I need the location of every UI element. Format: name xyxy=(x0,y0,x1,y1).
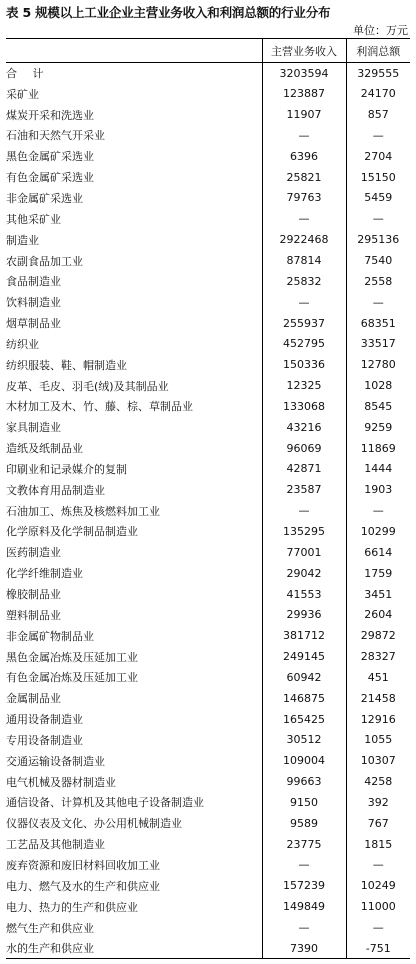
profit-value: — xyxy=(346,292,410,313)
industry-name: 金属制品业 xyxy=(6,692,61,706)
industry-name: 食品制造业 xyxy=(6,275,61,289)
profit-value: 1903 xyxy=(346,479,410,500)
industry-name: 工艺品及其他制造业 xyxy=(6,838,105,852)
industry-name: 医药制造业 xyxy=(6,546,61,560)
revenue-value: 135295 xyxy=(262,521,346,542)
profit-value: 29872 xyxy=(346,625,410,646)
revenue-value: 42871 xyxy=(262,459,346,480)
table-row xyxy=(6,188,410,209)
table-row xyxy=(6,604,410,625)
profit-value: — xyxy=(346,125,410,146)
profit-value: — xyxy=(346,500,410,521)
industry-name: 石油和天然气开采业 xyxy=(6,129,105,143)
header-industry xyxy=(6,39,262,63)
table-row xyxy=(6,459,410,480)
industry-name: 非金属矿物制品业 xyxy=(6,629,94,643)
revenue-value: 29042 xyxy=(262,563,346,584)
revenue-value: 249145 xyxy=(262,646,346,667)
revenue-value: 43216 xyxy=(262,417,346,438)
industry-name: 饮料制造业 xyxy=(6,296,61,310)
profit-value: 295136 xyxy=(346,229,410,250)
revenue-value: 150336 xyxy=(262,354,346,375)
industry-name: 专用设备制造业 xyxy=(6,733,83,747)
profit-value: -751 xyxy=(346,938,410,959)
table-row xyxy=(6,709,410,730)
profit-value: 1444 xyxy=(346,459,410,480)
profit-value: 28327 xyxy=(346,646,410,667)
table-row xyxy=(6,896,410,917)
profit-value: 11000 xyxy=(346,896,410,917)
industry-name: 水的生产和供应业 xyxy=(6,938,262,959)
revenue-value: — xyxy=(262,125,346,146)
industry-name: 烟草制品业 xyxy=(6,317,61,331)
revenue-value: 149849 xyxy=(262,896,346,917)
industry-name: 印刷业和记录媒介的复制 xyxy=(6,462,127,476)
industry-name: 化学纤维制造业 xyxy=(6,567,83,581)
profit-value: 24170 xyxy=(346,83,410,104)
industry-name: 皮革、毛皮、羽毛(绒)及其制品业 xyxy=(6,379,169,393)
table-row xyxy=(6,63,410,84)
revenue-value: 60942 xyxy=(262,667,346,688)
revenue-value: — xyxy=(262,917,346,938)
profit-value: 33517 xyxy=(346,333,410,354)
industry-name: 文教体育用品制造业 xyxy=(6,483,105,497)
table-row xyxy=(6,667,410,688)
revenue-value: 12325 xyxy=(262,375,346,396)
table-row xyxy=(6,584,410,605)
profit-value: 767 xyxy=(346,813,410,834)
table-row xyxy=(6,396,410,417)
table-row xyxy=(6,875,410,896)
table-row xyxy=(6,292,410,313)
revenue-value: 157239 xyxy=(262,875,346,896)
industry-name: 石油加工、炼焦及核燃料加工业 xyxy=(6,504,160,518)
industry-name: 橡胶制品业 xyxy=(6,588,61,602)
revenue-value: 109004 xyxy=(262,750,346,771)
industry-name: 黑色金属冶炼及压延加工业 xyxy=(6,650,138,664)
profit-value: 1028 xyxy=(346,375,410,396)
revenue-value: 146875 xyxy=(262,688,346,709)
industry-name: 制造业 xyxy=(6,233,39,247)
table-row xyxy=(6,250,410,271)
revenue-value: 96069 xyxy=(262,438,346,459)
revenue-value: 30512 xyxy=(262,730,346,751)
revenue-value: 9150 xyxy=(262,792,346,813)
profit-value: 392 xyxy=(346,792,410,813)
industry-name: 合 计 xyxy=(6,67,50,81)
industry-name: 其他采矿业 xyxy=(6,212,61,226)
profit-value: 1815 xyxy=(346,834,410,855)
revenue-value: 381712 xyxy=(262,625,346,646)
revenue-value: — xyxy=(262,500,346,521)
revenue-value: 25832 xyxy=(262,271,346,292)
industry-name: 通信设备、计算机及其他电子设备制造业 xyxy=(6,796,204,810)
revenue-value: 41553 xyxy=(262,584,346,605)
profit-value: 857 xyxy=(346,104,410,125)
unit-note: 单位：万元 xyxy=(353,24,408,37)
header-profit: 利润总额 xyxy=(346,39,410,63)
industry-name: 纺织服装、鞋、帽制造业 xyxy=(6,358,127,372)
industry-name: 家具制造业 xyxy=(6,421,61,435)
profit-value: 12916 xyxy=(346,709,410,730)
industry-name: 电力、燃气及水的生产和供应业 xyxy=(6,879,160,893)
table-row xyxy=(6,438,410,459)
profit-value: 7540 xyxy=(346,250,410,271)
industry-name: 农副食品加工业 xyxy=(6,254,83,268)
table-title: 表 5 规模以上工业企业主营业务收入和利润总额的行业分布 xyxy=(6,5,331,20)
industry-name: 木材加工及木、竹、藤、棕、草制品业 xyxy=(6,400,193,414)
table-row xyxy=(6,417,410,438)
table-row xyxy=(6,271,410,292)
industry-name: 煤炭开采和洗选业 xyxy=(6,108,94,122)
profit-value: 2604 xyxy=(346,604,410,625)
revenue-value: 6396 xyxy=(262,146,346,167)
revenue-value: — xyxy=(262,208,346,229)
table-row xyxy=(6,855,410,876)
table-row xyxy=(6,834,410,855)
industry-name: 电力、热力的生产和供应业 xyxy=(6,900,138,914)
table-row xyxy=(6,375,410,396)
revenue-value: 29936 xyxy=(262,604,346,625)
industry-name: 燃气生产和供应业 xyxy=(6,921,94,935)
profit-value: 2558 xyxy=(346,271,410,292)
profit-value: 1759 xyxy=(346,563,410,584)
table-row xyxy=(6,208,410,229)
profit-value: 451 xyxy=(346,667,410,688)
revenue-value: 133068 xyxy=(262,396,346,417)
revenue-value: 23775 xyxy=(262,834,346,855)
revenue-value: — xyxy=(262,292,346,313)
table-row xyxy=(6,688,410,709)
table-row xyxy=(6,333,410,354)
table-row xyxy=(6,813,410,834)
industry-name: 非金属矿采选业 xyxy=(6,191,83,205)
industry-name: 黑色金属矿采选业 xyxy=(6,150,94,164)
profit-value: 3451 xyxy=(346,584,410,605)
profit-value: — xyxy=(346,917,410,938)
table-row xyxy=(6,750,410,771)
revenue-value: 452795 xyxy=(262,333,346,354)
revenue-value: 2922468 xyxy=(262,229,346,250)
table-row xyxy=(6,479,410,500)
header-revenue: 主营业务收入 xyxy=(262,39,346,63)
table-row xyxy=(6,125,410,146)
table-row xyxy=(6,792,410,813)
table-row xyxy=(6,167,410,188)
revenue-value: 77001 xyxy=(262,542,346,563)
industry-name: 采矿业 xyxy=(6,87,39,101)
industry-revenue-profit-table xyxy=(6,38,410,959)
profit-value: 11869 xyxy=(346,438,410,459)
revenue-value: 11907 xyxy=(262,104,346,125)
industry-name: 仪器仪表及文化、办公用机械制造业 xyxy=(6,817,182,831)
table-row xyxy=(6,771,410,792)
table-row xyxy=(6,521,410,542)
table-row xyxy=(6,83,410,104)
industry-name: 有色金属矿采选业 xyxy=(6,171,94,185)
profit-value: — xyxy=(346,208,410,229)
profit-value: 2704 xyxy=(346,146,410,167)
industry-name: 纺织业 xyxy=(6,337,39,351)
profit-value: — xyxy=(346,855,410,876)
profit-value: 10249 xyxy=(346,875,410,896)
table-row xyxy=(6,500,410,521)
table-row xyxy=(6,625,410,646)
profit-value: 21458 xyxy=(346,688,410,709)
profit-value: 8545 xyxy=(346,396,410,417)
table-row xyxy=(6,917,410,938)
table-row xyxy=(6,563,410,584)
industry-name: 有色金属冶炼及压延加工业 xyxy=(6,671,138,685)
revenue-value: 3203594 xyxy=(262,63,346,84)
table-row xyxy=(6,146,410,167)
revenue-value: 25821 xyxy=(262,167,346,188)
revenue-value: 9589 xyxy=(262,813,346,834)
profit-value: 9259 xyxy=(346,417,410,438)
industry-name: 交通运输设备制造业 xyxy=(6,754,105,768)
table-row xyxy=(6,354,410,375)
industry-name: 通用设备制造业 xyxy=(6,713,83,727)
revenue-value: 23587 xyxy=(262,479,346,500)
table-row xyxy=(6,646,410,667)
revenue-value: 7390 xyxy=(262,938,346,959)
profit-value: 15150 xyxy=(346,167,410,188)
table-row xyxy=(6,313,410,334)
industry-name: 塑料制品业 xyxy=(6,608,61,622)
profit-value: 1055 xyxy=(346,730,410,751)
table-row xyxy=(6,229,410,250)
profit-value: 329555 xyxy=(346,63,410,84)
profit-value: 12780 xyxy=(346,354,410,375)
table-row xyxy=(6,104,410,125)
profit-value: 10307 xyxy=(346,750,410,771)
industry-name: 化学原料及化学制品制造业 xyxy=(6,525,138,539)
table-body xyxy=(6,63,410,959)
profit-value: 4258 xyxy=(346,771,410,792)
revenue-value: 165425 xyxy=(262,709,346,730)
revenue-value: 79763 xyxy=(262,188,346,209)
profit-value: 5459 xyxy=(346,188,410,209)
table-header-row xyxy=(6,39,410,63)
revenue-value: — xyxy=(262,855,346,876)
revenue-value: 87814 xyxy=(262,250,346,271)
revenue-value: 255937 xyxy=(262,313,346,334)
industry-name: 废弃资源和废旧材料回收加工业 xyxy=(6,858,160,872)
profit-value: 68351 xyxy=(346,313,410,334)
revenue-value: 99663 xyxy=(262,771,346,792)
table-row xyxy=(6,730,410,751)
profit-value: 10299 xyxy=(346,521,410,542)
revenue-value: 123887 xyxy=(262,83,346,104)
industry-name: 电气机械及器材制造业 xyxy=(6,775,116,789)
industry-name: 造纸及纸制品业 xyxy=(6,442,83,456)
profit-value: 6614 xyxy=(346,542,410,563)
table-row xyxy=(6,542,410,563)
table-row xyxy=(6,938,410,959)
